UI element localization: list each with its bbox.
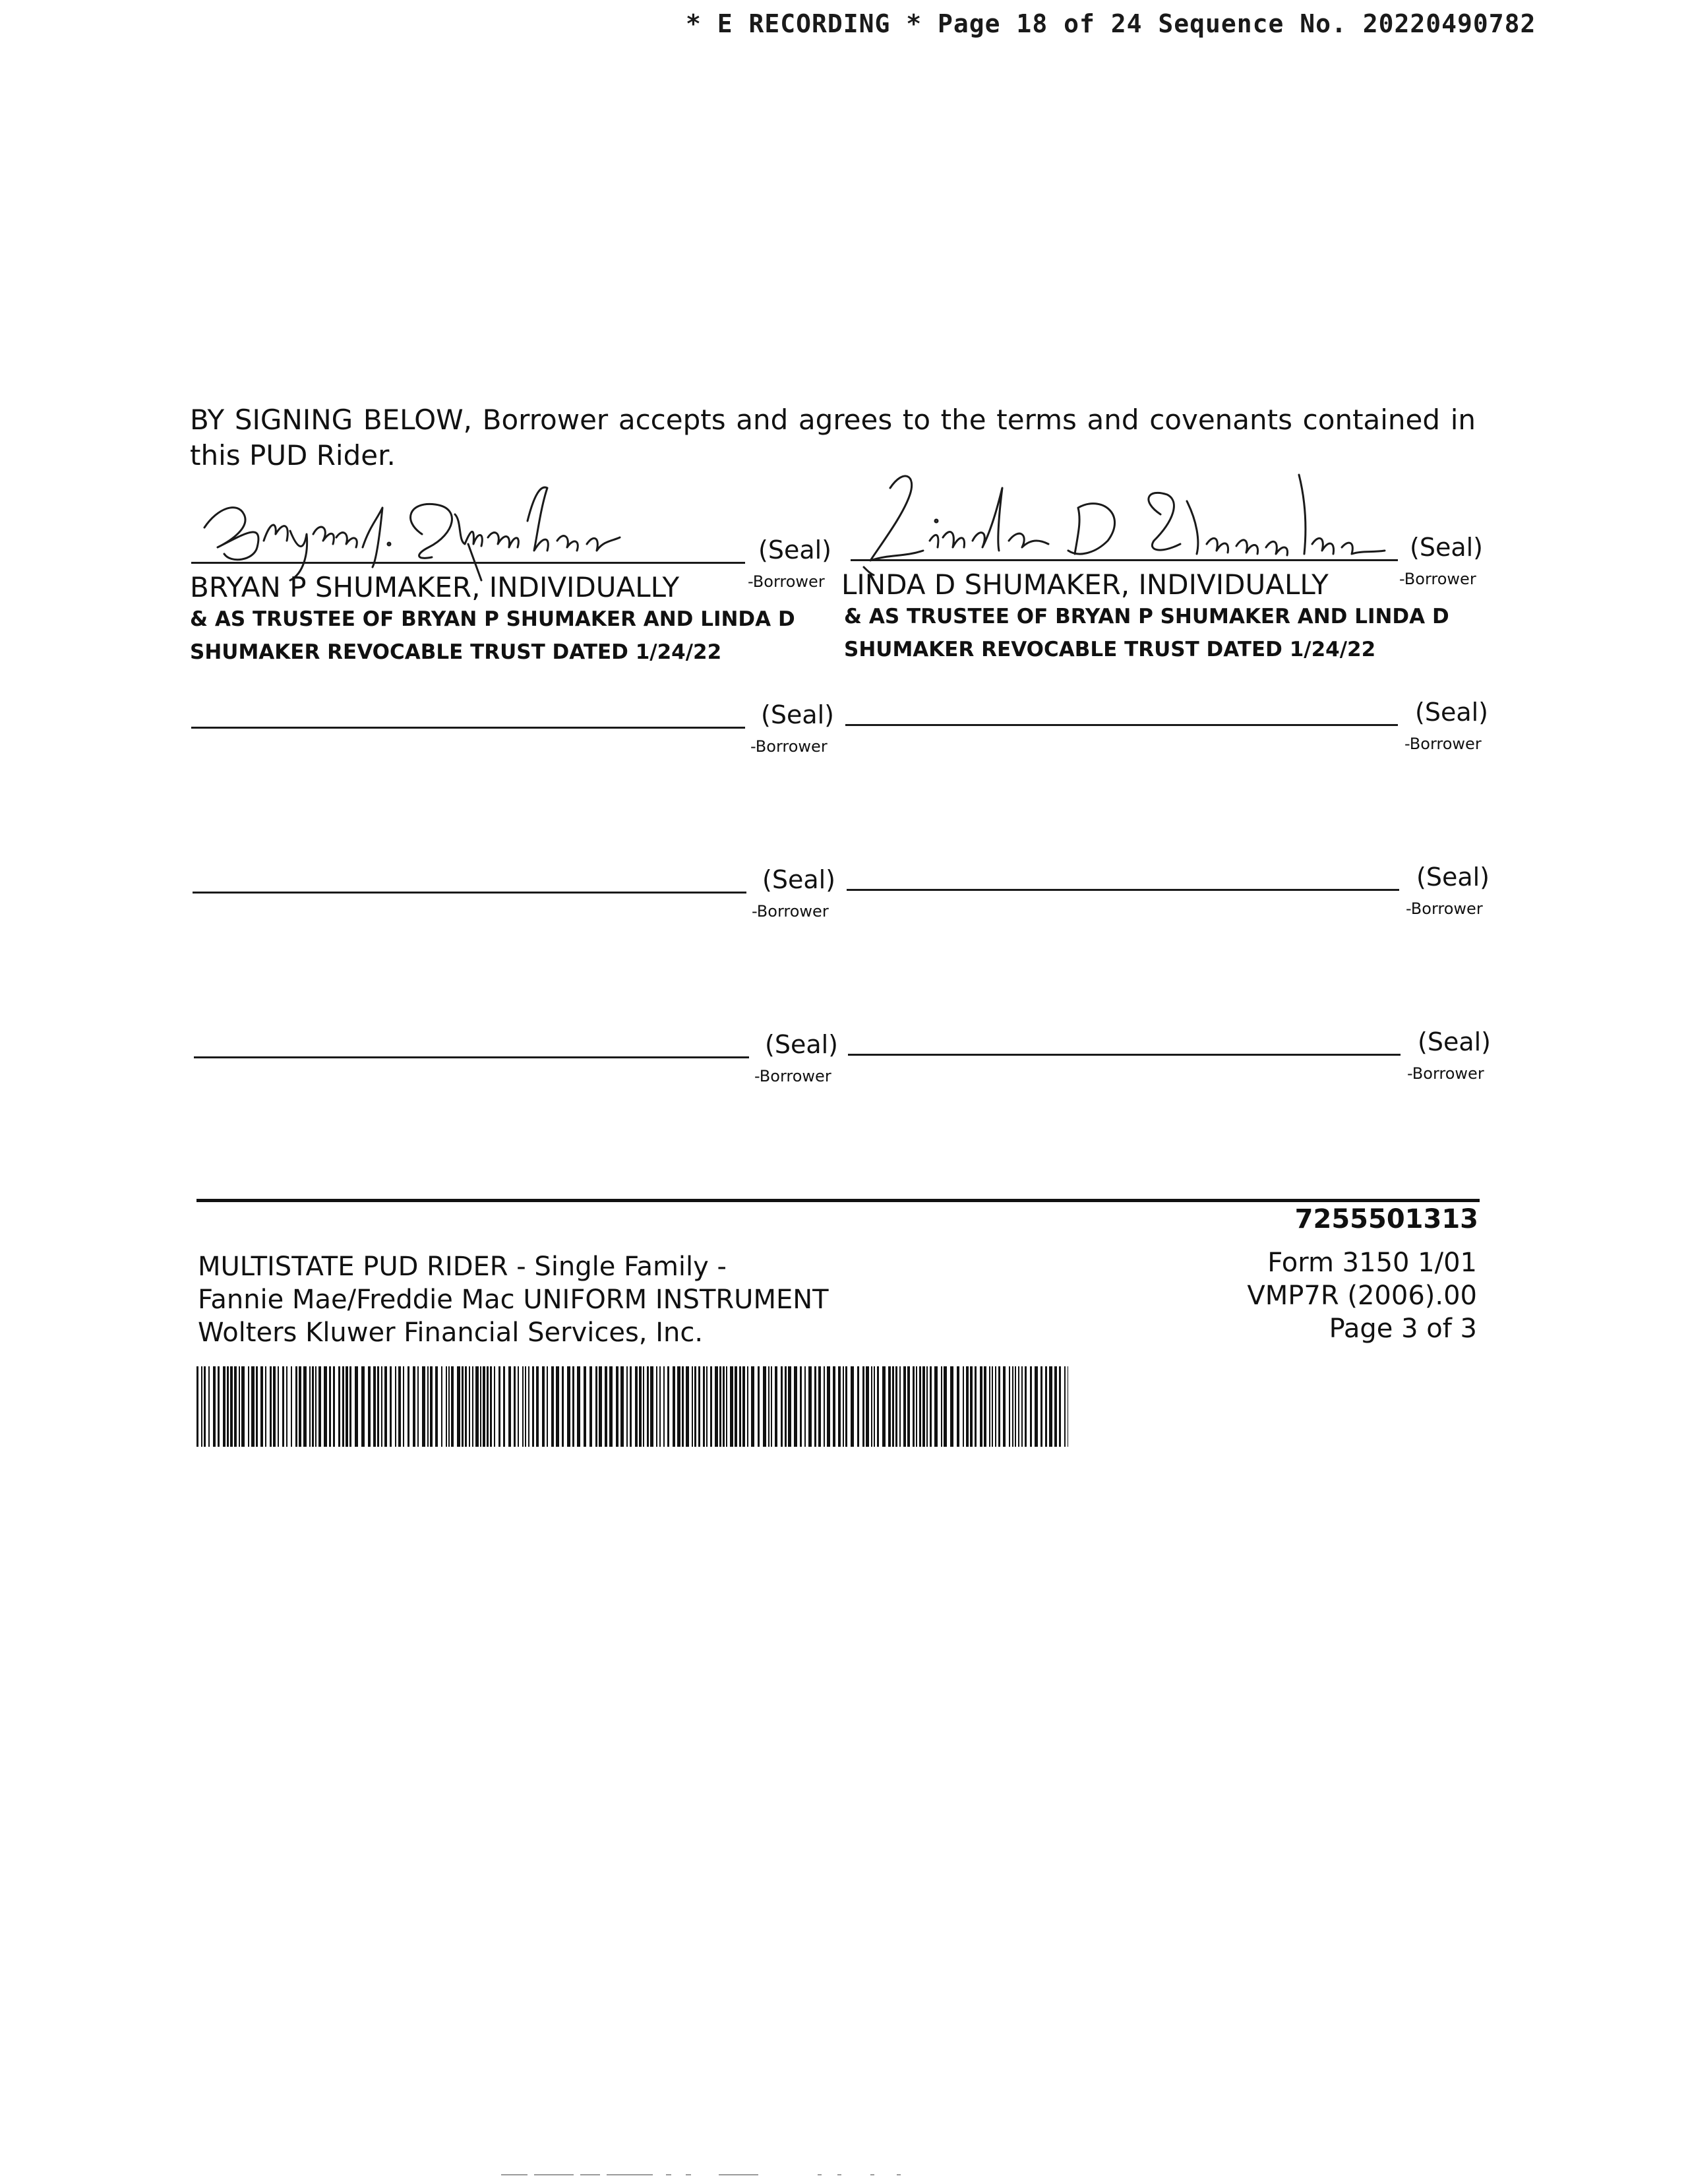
barcode-bar — [824, 1366, 825, 1447]
seal-label: (Seal) — [1410, 533, 1483, 562]
loan-number: 7255501313 — [1294, 1204, 1478, 1234]
barcode-bar — [270, 1366, 272, 1447]
barcode-bar — [941, 1366, 942, 1447]
barcode-bar — [682, 1366, 684, 1447]
barcode-bar — [1012, 1366, 1013, 1447]
barcode-bar — [303, 1366, 307, 1447]
barcode-bar — [390, 1366, 392, 1447]
barcode-bar — [395, 1366, 396, 1447]
barcode-bar — [919, 1366, 921, 1447]
barcode-bar — [857, 1366, 859, 1447]
barcode-bar — [1025, 1366, 1027, 1447]
barcode-bar — [342, 1366, 344, 1447]
barcode — [196, 1366, 1068, 1447]
barcode-bar — [609, 1366, 613, 1447]
barcode-bar — [260, 1366, 263, 1447]
barcode-bar — [984, 1366, 986, 1447]
barcode-bar — [703, 1366, 705, 1447]
barcode-bar — [562, 1366, 564, 1447]
barcode-bar — [626, 1366, 628, 1447]
barcode-bar — [248, 1366, 249, 1447]
barcode-bar — [528, 1366, 529, 1447]
barcode-bar — [804, 1366, 806, 1447]
signature-bryan — [191, 481, 679, 574]
barcode-bar — [966, 1366, 969, 1447]
borrower-caption: -Borrower — [754, 1067, 831, 1085]
barcode-bar — [273, 1366, 276, 1447]
borrower-caption: -Borrower — [752, 902, 829, 921]
barcode-bar — [995, 1366, 996, 1447]
borrower-caption: -Borrower — [750, 737, 828, 756]
signature-line-1-right — [851, 559, 1398, 561]
barcode-bar — [361, 1366, 365, 1447]
form-codes — [1247, 1246, 1477, 1345]
barcode-bar — [536, 1366, 539, 1447]
barcode-bar — [763, 1366, 766, 1447]
barcode-bar — [659, 1366, 661, 1447]
barcode-bar — [1049, 1366, 1052, 1447]
barcode-bar — [589, 1366, 592, 1447]
barcode-bar — [572, 1366, 574, 1447]
barcode-bar — [333, 1366, 335, 1447]
barcode-bar — [751, 1366, 754, 1447]
barcode-bar — [907, 1366, 910, 1447]
barcode-bar — [781, 1366, 783, 1447]
barcode-bar — [201, 1366, 202, 1447]
signer-trust-line: SHUMAKER REVOCABLE TRUST DATED 1/24/22 — [190, 640, 722, 664]
barcode-bar — [196, 1366, 198, 1447]
barcode-bar — [490, 1366, 492, 1447]
barcode-bar — [413, 1366, 415, 1447]
barcode-bar — [518, 1366, 519, 1447]
barcode-bar — [998, 1366, 1000, 1447]
barcode-bar — [706, 1366, 708, 1447]
barcode-bar — [862, 1366, 864, 1447]
barcode-bar — [522, 1366, 524, 1447]
barcode-bar — [551, 1366, 554, 1447]
seal-label: (Seal) — [762, 865, 835, 894]
seal-label: (Seal) — [758, 535, 831, 564]
barcode-bar — [256, 1366, 258, 1447]
barcode-bar — [368, 1366, 371, 1447]
barcode-bar — [381, 1366, 382, 1447]
barcode-bar — [503, 1366, 505, 1447]
seal-label: (Seal) — [765, 1030, 838, 1059]
barcode-bar — [346, 1366, 348, 1447]
form-publisher: Wolters Kluwer Financial Services, Inc. — [198, 1318, 704, 1348]
barcode-bar — [441, 1366, 442, 1447]
barcode-bar — [794, 1366, 797, 1447]
barcode-bar — [957, 1366, 959, 1447]
barcode-bar — [980, 1366, 982, 1447]
barcode-bar — [874, 1366, 875, 1447]
barcode-bar — [286, 1366, 287, 1447]
barcode-bar — [422, 1366, 425, 1447]
barcode-bar — [934, 1366, 938, 1447]
barcode-bar — [427, 1366, 429, 1447]
barcode-bar — [448, 1366, 450, 1447]
barcode-bar — [643, 1366, 644, 1447]
seal-label: (Seal) — [1415, 698, 1488, 727]
barcode-bar — [616, 1366, 618, 1447]
scan-artifact — [501, 2167, 1029, 2171]
barcode-bar — [989, 1366, 990, 1447]
barcode-bar — [241, 1366, 245, 1447]
barcode-bar — [338, 1366, 340, 1447]
barcode-bar — [922, 1366, 925, 1447]
borrower-caption: -Borrower — [1404, 735, 1482, 753]
barcode-bar — [208, 1366, 210, 1447]
barcode-bar — [525, 1366, 526, 1447]
barcode-bar — [373, 1366, 376, 1447]
barcode-bar — [465, 1366, 467, 1447]
barcode-bar — [970, 1366, 973, 1447]
barcode-bar — [715, 1366, 718, 1447]
barcode-bar — [462, 1366, 464, 1447]
seal-label: (Seal) — [761, 700, 834, 729]
barcode-bar — [1064, 1366, 1066, 1447]
signature-line-2-left — [191, 727, 745, 729]
barcode-bar — [204, 1366, 206, 1447]
barcode-bar — [291, 1366, 292, 1447]
barcode-bar — [483, 1366, 485, 1447]
barcode-bar — [234, 1366, 237, 1447]
barcode-bar — [239, 1366, 240, 1447]
barcode-bar — [1059, 1366, 1061, 1447]
barcode-bar — [407, 1366, 409, 1447]
barcode-bar — [498, 1366, 500, 1447]
barcode-bar — [845, 1366, 847, 1447]
barcode-bar — [547, 1366, 548, 1447]
barcode-bar — [218, 1366, 220, 1447]
barcode-bar — [417, 1366, 419, 1447]
barcode-bar — [892, 1366, 894, 1447]
barcode-bar — [487, 1366, 489, 1447]
barcode-bar — [877, 1366, 879, 1447]
signature-line-4-left — [194, 1056, 749, 1058]
signature-line-2-right — [845, 724, 1398, 726]
borrower-caption: -Borrower — [1406, 899, 1483, 918]
barcode-bar — [1035, 1366, 1038, 1447]
barcode-bar — [916, 1366, 917, 1447]
barcode-bar — [639, 1366, 642, 1447]
barcode-bar — [866, 1366, 869, 1447]
barcode-bar — [577, 1366, 580, 1447]
barcode-bar — [758, 1366, 760, 1447]
barcode-bar — [742, 1366, 745, 1447]
barcode-bar — [318, 1366, 321, 1447]
barcode-bar — [430, 1366, 433, 1447]
barcode-bar — [1015, 1366, 1016, 1447]
form-number: Form 3150 1/01 — [1267, 1248, 1477, 1278]
barcode-bar — [944, 1366, 947, 1447]
barcode-bar — [599, 1366, 602, 1447]
barcode-bar — [814, 1366, 816, 1447]
barcode-bar — [556, 1366, 559, 1447]
barcode-bar — [312, 1366, 314, 1447]
barcode-bar — [595, 1366, 597, 1447]
barcode-bar — [710, 1366, 712, 1447]
barcode-bar — [508, 1366, 511, 1447]
barcode-bar — [1054, 1366, 1057, 1447]
barcode-bar — [457, 1366, 460, 1447]
barcode-bar — [472, 1366, 473, 1447]
barcode-bar — [620, 1366, 624, 1447]
barcode-bar — [299, 1366, 301, 1447]
barcode-bar — [838, 1366, 841, 1447]
barcode-bar — [975, 1366, 977, 1447]
seal-label: (Seal) — [1416, 863, 1490, 892]
barcode-bar — [930, 1366, 932, 1447]
barcode-bar — [663, 1366, 665, 1447]
signature-line-4-right — [848, 1054, 1401, 1056]
barcode-bar — [514, 1366, 516, 1447]
barcode-bar — [605, 1366, 607, 1447]
barcode-bar — [451, 1366, 454, 1447]
recording-stamp: * E RECORDING * Page 18 of 24 Sequence No. 20220490782 — [686, 9, 1536, 38]
barcode-bar — [295, 1366, 297, 1447]
barcode-bar — [677, 1366, 680, 1447]
barcode-bar — [567, 1366, 570, 1447]
barcode-bar — [532, 1366, 534, 1447]
signer-trustee-line: & AS TRUSTEE OF BRYAN P SHUMAKER AND LINDA D — [190, 607, 795, 631]
barcode-bar — [963, 1366, 964, 1447]
barcode-bar — [282, 1366, 284, 1447]
barcode-bar — [926, 1366, 928, 1447]
barcode-bar — [647, 1366, 649, 1447]
barcode-bar — [747, 1366, 748, 1447]
form-info — [198, 1250, 829, 1349]
barcode-bar — [698, 1366, 700, 1447]
barcode-bar — [673, 1366, 675, 1447]
barcode-bar — [1040, 1366, 1042, 1447]
barcode-bar — [913, 1366, 915, 1447]
barcode-bar — [1009, 1366, 1010, 1447]
barcode-bar — [692, 1366, 693, 1447]
barcode-bar — [739, 1366, 741, 1447]
barcode-bar — [584, 1366, 586, 1447]
barcode-bar — [1003, 1366, 1006, 1447]
barcode-bar — [808, 1366, 812, 1447]
barcode-bar — [315, 1366, 316, 1447]
barcode-bar — [265, 1366, 266, 1447]
barcode-bar — [788, 1366, 791, 1447]
barcode-bar — [992, 1366, 993, 1447]
barcode-bar — [730, 1366, 733, 1447]
barcode-bar — [227, 1366, 229, 1447]
barcode-bar — [899, 1366, 901, 1447]
barcode-bar — [768, 1366, 769, 1447]
barcode-bar — [446, 1366, 447, 1447]
barcode-bar — [542, 1366, 545, 1447]
barcode-bar — [251, 1366, 255, 1447]
barcode-bar — [480, 1366, 481, 1447]
barcode-bar — [871, 1366, 872, 1447]
barcode-bar — [1045, 1366, 1047, 1447]
barcode-bar — [630, 1366, 632, 1447]
barcode-bar — [723, 1366, 725, 1447]
barcode-bar — [355, 1366, 358, 1447]
barcode-bar — [843, 1366, 844, 1447]
barcode-bar — [1021, 1366, 1023, 1447]
signer-name: LINDA D SHUMAKER, INDIVIDUALLY — [841, 568, 1329, 601]
barcode-bar — [377, 1366, 379, 1447]
barcode-bar — [403, 1366, 404, 1447]
signing-statement: BY SIGNING BELOW, Borrower accepts and agrees to the terms and covenants contained in this PUD Rider. — [190, 404, 1476, 471]
barcode-bar — [833, 1366, 835, 1447]
barcode-bar — [469, 1366, 470, 1447]
barcode-bar — [223, 1366, 226, 1447]
barcode-bar — [818, 1366, 821, 1447]
barcode-bar — [309, 1366, 311, 1447]
barcode-bar — [494, 1366, 495, 1447]
barcode-bar — [882, 1366, 886, 1447]
barcode-bar — [667, 1366, 669, 1447]
barcode-bar — [800, 1366, 802, 1447]
barcode-bar — [213, 1366, 216, 1447]
borrower-caption: -Borrower — [1399, 570, 1476, 588]
page-indicator: Page 3 of 3 — [1329, 1314, 1477, 1344]
signature-line-3-left — [193, 892, 746, 894]
barcode-bar — [278, 1366, 279, 1447]
signature-line-1-left — [191, 562, 745, 564]
signer-trustee-line: & AS TRUSTEE OF BRYAN P SHUMAKER AND LINDA D — [844, 605, 1449, 628]
borrower-caption: -Borrower — [748, 572, 825, 591]
barcode-bar — [903, 1366, 906, 1447]
barcode-bar — [775, 1366, 777, 1447]
signer-trust-line: SHUMAKER REVOCABLE TRUST DATED 1/24/22 — [844, 638, 1376, 661]
barcode-bar — [435, 1366, 438, 1447]
barcode-bar — [398, 1366, 401, 1447]
form-subtitle: Fannie Mae/Freddie Mac UNIFORM INSTRUMENT — [198, 1285, 829, 1315]
barcode-bar — [635, 1366, 638, 1447]
signer-name: BRYAN P SHUMAKER, INDIVIDUALLY — [190, 571, 680, 603]
barcode-bar — [771, 1366, 772, 1447]
barcode-bar — [950, 1366, 953, 1447]
barcode-bar — [1030, 1366, 1032, 1447]
barcode-bar — [329, 1366, 331, 1447]
barcode-bar — [694, 1366, 696, 1447]
footer-rule — [196, 1199, 1480, 1202]
seal-label: (Seal) — [1418, 1027, 1491, 1056]
barcode-bar — [349, 1366, 351, 1447]
barcode-bar — [726, 1366, 727, 1447]
barcode-bar — [656, 1366, 657, 1447]
barcode-bar — [324, 1366, 327, 1447]
barcode-bar — [230, 1366, 233, 1447]
barcode-bar — [888, 1366, 891, 1447]
barcode-bar — [1018, 1366, 1019, 1447]
borrower-caption: -Borrower — [1407, 1064, 1484, 1083]
barcode-bar — [475, 1366, 479, 1447]
signature-linda — [851, 462, 1404, 574]
barcode-bar — [686, 1366, 689, 1447]
signature-line-3-right — [847, 889, 1399, 891]
barcode-bar — [735, 1366, 737, 1447]
vmp-code: VMP7R (2006).00 — [1247, 1281, 1477, 1311]
barcode-bar — [851, 1366, 854, 1447]
barcode-bar — [785, 1366, 787, 1447]
barcode-bar — [719, 1366, 721, 1447]
barcode-bar — [895, 1366, 897, 1447]
barcode-bar — [650, 1366, 653, 1447]
form-title: MULTISTATE PUD RIDER - Single Family - — [198, 1252, 727, 1282]
barcode-bar — [384, 1366, 387, 1447]
barcode-bar — [827, 1366, 830, 1447]
